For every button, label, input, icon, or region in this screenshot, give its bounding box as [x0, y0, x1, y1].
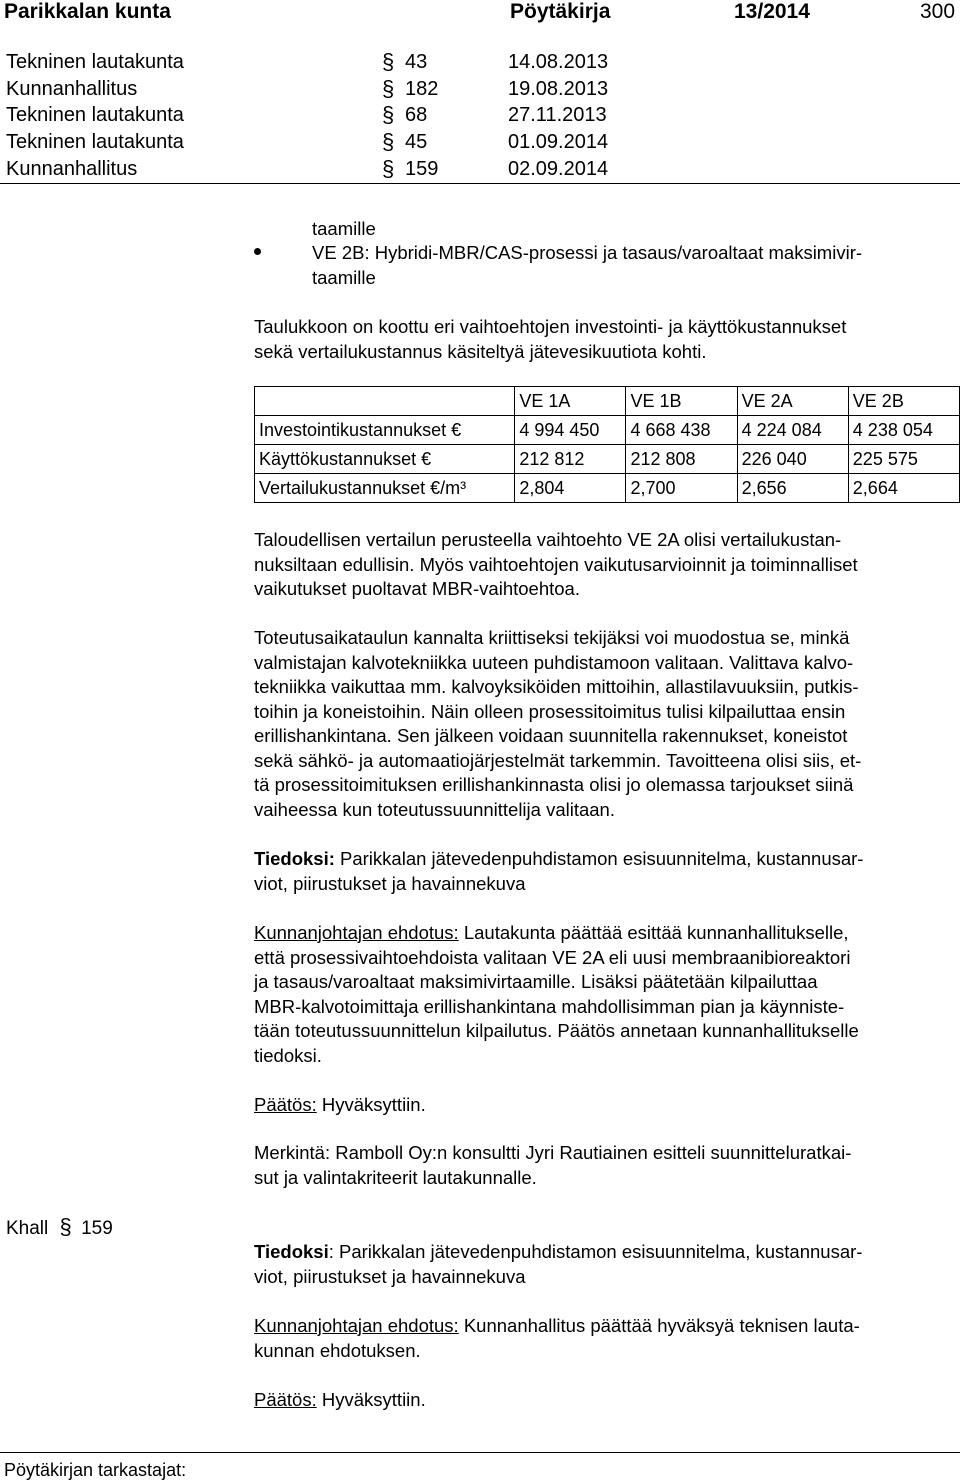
- table-cell: Käyttökustannukset €: [255, 445, 515, 474]
- text-line: ja tasaus/varoaltaat maksimivirtaamille. Lisäksi päätetään kilpailuttaa: [254, 971, 818, 992]
- board-section-marker: [6, 1214, 113, 1240]
- table-header-row: [255, 387, 960, 416]
- table-cell: 212 808: [626, 445, 737, 474]
- text-line: Kunnanhallitus päättää hyväksyä teknisen lauta-: [458, 1315, 860, 1336]
- text-line: tiedoksi.: [254, 1044, 322, 1066]
- text-line: tä prosessitoimituksen erillishankinnasta olisi jo olemassa tarjoukset siinä: [254, 774, 854, 795]
- table-cell: 225 575: [848, 445, 959, 474]
- mayor-proposal: [254, 921, 954, 1068]
- paragraph-schedule: [254, 626, 954, 822]
- board-label: Khall: [6, 1218, 49, 1239]
- info-recipients: [254, 1240, 954, 1289]
- footer-label: Pöytäkirjan tarkastajat:: [4, 1460, 187, 1480]
- table-cell: 2,664: [848, 474, 959, 503]
- table-cell: 2,700: [626, 474, 737, 503]
- decision-text: Hyväksyttiin.: [316, 1389, 426, 1410]
- text-line: Toteutusaikataulun kannalta kriittiseksi tekijäksi voi muodostua se, minkä: [254, 627, 850, 648]
- table-cell: 4 668 438: [626, 416, 737, 445]
- section-number: 159: [81, 1218, 113, 1239]
- table-header-cell: VE 1B: [626, 387, 737, 416]
- proposal-label: Kunnanjohtajan ehdotus:: [254, 922, 459, 943]
- intro-line: taamille: [312, 218, 376, 239]
- text-line: Taloudellisen vertailun perusteella vaihtoehto VE 2A olisi vertailukustan-: [254, 529, 842, 550]
- history-org: Tekninen lautakunta: [6, 51, 184, 73]
- history-number: 45: [405, 131, 428, 153]
- table-cell: Vertailukustannukset €/m³: [255, 474, 515, 503]
- section-symbol: §: [382, 129, 395, 154]
- text-line: kunnan ehdotuksen.: [254, 1339, 421, 1361]
- cost-comparison-table: [254, 386, 960, 503]
- table-row: [255, 474, 960, 503]
- history-date: 19.08.2013: [508, 78, 609, 100]
- history-date: 27.11.2013: [508, 104, 607, 126]
- decision-label: Päätös:: [254, 1094, 317, 1115]
- table-cell: 2,804: [515, 474, 626, 503]
- section-symbol: §: [382, 76, 395, 101]
- table-cell: 226 040: [737, 445, 848, 474]
- table-cell: 4 224 084: [737, 416, 848, 445]
- table-header-cell: VE 1A: [515, 387, 626, 416]
- proposal-label: Kunnanjohtajan ehdotus:: [254, 1315, 459, 1336]
- text-line: tekniikka vaikuttaa mm. kalvoyksiköiden mittoihin, allastilavuuksiin, putkis-: [254, 676, 859, 697]
- text-line: sekä vertailukustannus käsiteltyä jätevesikuutiota kohti.: [254, 340, 707, 362]
- text-line: että prosessivaihtoehdoista valitaan VE 2A eli uusi membraanibioreaktori: [254, 946, 851, 968]
- decision-text: Hyväksyttiin.: [316, 1094, 426, 1115]
- paragraph-economic-comparison: [254, 528, 954, 602]
- table-cell: Investointikustannukset €: [255, 416, 515, 445]
- text-line: toihin ja koneistoihin. Näin olleen prosessitoimitus tulisi kilpailuttaa ensin: [254, 700, 846, 722]
- decision: [254, 1388, 954, 1413]
- page-number: 300: [920, 0, 956, 23]
- history-org: Tekninen lautakunta: [6, 131, 184, 153]
- table-row: [255, 445, 960, 474]
- table-cell: 4 238 054: [848, 416, 959, 445]
- municipality-name: Parikkalan kunta: [4, 0, 171, 23]
- table-cell: 212 812: [515, 445, 626, 474]
- text-line: nuksiltaan edullisin. Myös vaihtoehtojen vaikutusarvioinnit ja toiminnalliset: [254, 553, 858, 575]
- history-date: 01.09.2014: [508, 131, 609, 153]
- text-line: sut ja valintakriteerit lautakunnalle.: [254, 1166, 537, 1188]
- history-number: 43: [405, 51, 428, 73]
- text-line: Taulukkoon on koottu eri vaihtoehtojen investointi- ja käyttökustannukset: [254, 316, 847, 337]
- text-line: viot, piirustukset ja havainnekuva: [254, 1265, 526, 1287]
- text-line: Parikkalan jätevedenpuhdistamon esisuunnitelma, kustannusar-: [334, 848, 864, 869]
- mayor-proposal: [254, 1314, 954, 1363]
- issue-number: 13/2014: [734, 0, 810, 23]
- info-label: Tiedoksi: [254, 1241, 329, 1262]
- section-symbol: §: [382, 102, 395, 127]
- table-header-cell: [255, 387, 515, 416]
- table-cell: 2,656: [737, 474, 848, 503]
- info-recipients: [254, 847, 954, 896]
- note-paragraph: [254, 1141, 954, 1190]
- bullet-text-line: taamille: [312, 267, 376, 288]
- decision: [254, 1093, 954, 1118]
- section-symbol: §: [382, 49, 395, 74]
- history-number: 68: [405, 104, 428, 126]
- text-line: tään toteutussuunnittelun kilpailutus. Päätös annetaan kunnanhallitukselle: [254, 1020, 859, 1041]
- bullet-text-line: VE 2B: Hybridi-MBR/CAS-prosessi ja tasaus/varoaltaat maksimivir-: [312, 242, 863, 263]
- text-line: Merkintä: Ramboll Oy:n konsultti Jyri Rautiainen esitteli suunnitteluratkai-: [254, 1142, 852, 1163]
- history-number: 159: [405, 158, 439, 180]
- history-org: Kunnanhallitus: [6, 78, 138, 100]
- text-line: sekä sähkö- ja automaatiojärjestelmät tarkemmin. Tavoitteena olisi siis, et-: [254, 749, 862, 771]
- text-line: : Parikkalan jätevedenpuhdistamon esisuunnitelma, kustannusar-: [328, 1241, 863, 1262]
- info-label: Tiedoksi:: [254, 848, 335, 869]
- history-org: Kunnanhallitus: [6, 158, 138, 180]
- table-header-cell: VE 2A: [737, 387, 848, 416]
- history-number: 182: [405, 78, 439, 100]
- bullet-icon: [254, 248, 261, 255]
- table-cell: 4 994 450: [515, 416, 626, 445]
- paragraph-table-intro: [254, 315, 954, 364]
- header-divider: [0, 183, 960, 184]
- section-symbol: §: [382, 156, 395, 181]
- text-line: MBR-kalvotoimittaja erillishankintana mahdollisimman pian ja käynniste-: [254, 995, 845, 1017]
- history-date: 02.09.2014: [508, 158, 609, 180]
- history-org: Tekninen lautakunta: [6, 104, 184, 126]
- text-line: erillishankintana. Sen jälkeen voidaan suunnitella rakennukset, koneistot: [254, 725, 848, 746]
- text-line: vaikutukset puoltavat MBR-vaihtoehtoa.: [254, 578, 580, 599]
- section-symbol: §: [59, 1214, 72, 1239]
- footer-divider: [0, 1452, 960, 1453]
- text-line: valmistajan kalvotekniikka uuteen puhdistamoon valitaan. Valittava kalvo-: [254, 651, 854, 673]
- table-header-cell: VE 2B: [848, 387, 959, 416]
- text-line: Lautakunta päättää esittää kunnanhallitukselle,: [458, 922, 849, 943]
- table-row: [255, 416, 960, 445]
- decision-label: Päätös:: [254, 1389, 317, 1410]
- document-type: Pöytäkirja: [510, 0, 611, 23]
- text-line: vaiheessa kun toteutussuunnittelija valitaan.: [254, 798, 615, 820]
- text-line: viot, piirustukset ja havainnekuva: [254, 872, 526, 894]
- history-date: 14.08.2013: [508, 51, 609, 73]
